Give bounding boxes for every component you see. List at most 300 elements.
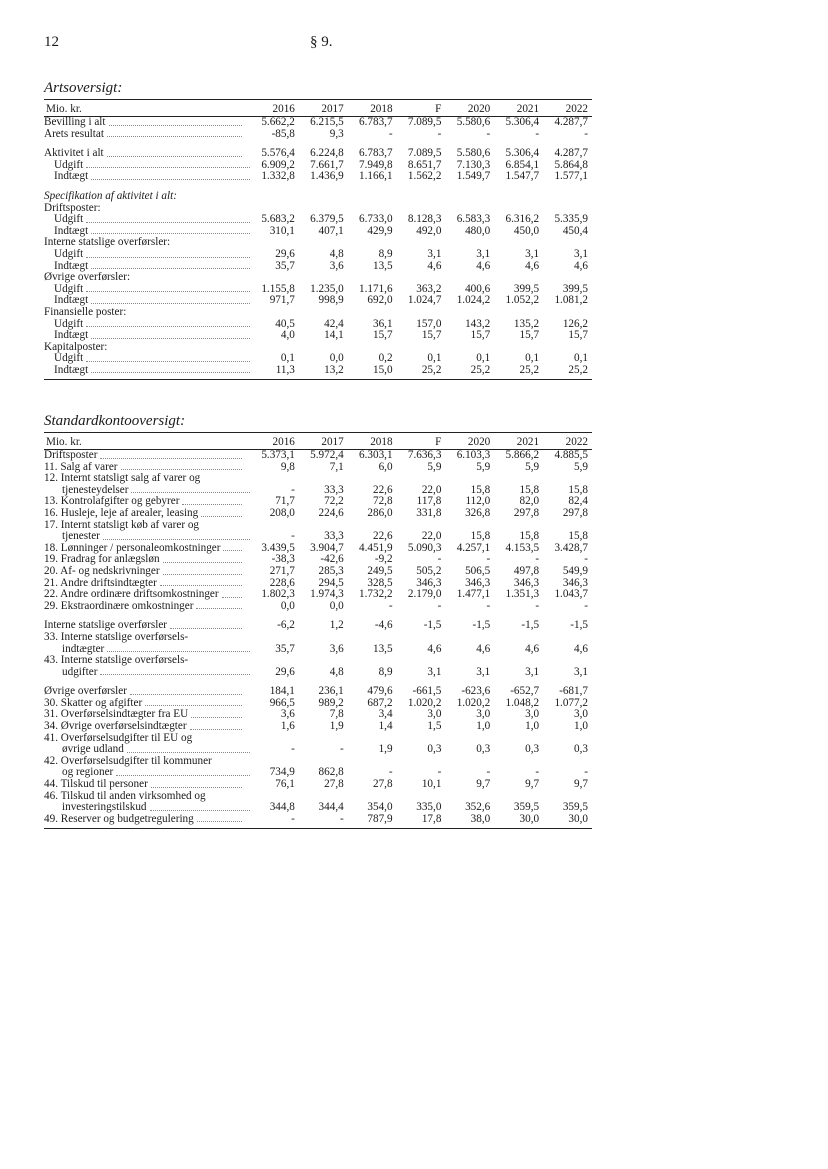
value-cell: -1,5: [570, 619, 588, 632]
value-cell: 5.580,6: [456, 116, 491, 128]
value-cell: 10,1: [421, 778, 442, 791]
value-cell: 7.949,8: [359, 158, 393, 171]
dot-leader: [223, 550, 242, 551]
row-label: 43. Interne statslige overførsels-: [44, 655, 189, 667]
value-cell: 13,2: [324, 363, 344, 376]
dot-leader: [107, 136, 242, 137]
row-label: 21. Andre driftsindtægter: [44, 577, 157, 589]
value-cell: -: [339, 743, 344, 756]
row-label: Øvrige overførsler: [44, 686, 127, 698]
value-cell: 862,8: [318, 766, 344, 779]
value-cell: 497,8: [513, 564, 540, 577]
value-cell: 1.332,8: [261, 170, 295, 183]
artsoversigt-section: [44, 80, 592, 380]
value-cell: 7.089,5: [407, 116, 442, 128]
value-cell: [250, 191, 299, 203]
value-cell: [348, 272, 397, 284]
value-cell: 480,0: [465, 224, 491, 237]
value-cell: 249,5: [367, 564, 393, 577]
row-label: 46. Tilskud til anden virksomhed og: [44, 790, 206, 802]
value-cell: -: [437, 766, 442, 779]
value-cell: [348, 191, 397, 203]
row-label: 41. Overførselsudgifter til EU og: [44, 732, 193, 744]
table-row: [44, 450, 592, 462]
value-cell: [445, 191, 494, 203]
value-cell: [445, 632, 494, 644]
row-label: udgifter: [62, 666, 98, 678]
page-number: 12: [44, 34, 59, 50]
value-cell: 3,6: [280, 708, 295, 721]
dot-leader: [121, 469, 243, 470]
value-cell: 297,8: [562, 506, 588, 519]
value-cell: 22,0: [421, 483, 442, 496]
value-cell: 354,0: [367, 801, 393, 814]
table-row: [44, 756, 592, 768]
dot-leader: [86, 257, 250, 258]
value-cell: -: [437, 553, 442, 566]
row-label: øvrige udland: [62, 744, 124, 756]
value-cell: 352,6: [465, 801, 491, 814]
dot-leader: [131, 492, 250, 493]
row-label: Driftsposter:: [44, 202, 101, 214]
row-label: Udgift: [54, 318, 84, 330]
dot-leader: [86, 222, 250, 223]
value-cell: -6,2: [277, 619, 295, 632]
value-cell: 15,8: [519, 483, 540, 496]
value-cell: 4,8: [329, 247, 344, 260]
row-label: Indtægt: [54, 225, 89, 237]
year-header: 2018: [348, 100, 397, 117]
value-cell: 5.866,2: [505, 449, 540, 461]
value-cell: 971,7: [269, 294, 295, 307]
value-cell: [348, 632, 397, 644]
value-cell: 4,6: [476, 259, 491, 272]
value-cell: 346,3: [562, 576, 588, 589]
value-cell: 1.155,8: [261, 282, 295, 295]
value-cell: -: [584, 127, 588, 140]
value-cell: 6.316,2: [505, 213, 540, 226]
section-title: Artsoversigt:: [44, 80, 123, 96]
value-cell: 1.974,3: [310, 588, 344, 601]
value-cell: 5.090,3: [407, 541, 442, 554]
value-cell: 692,0: [367, 294, 393, 307]
section-title: Standardkontooversigt:: [44, 413, 186, 429]
table-row: [44, 733, 592, 745]
value-cell: 344,8: [269, 801, 295, 814]
table-row: [44, 117, 592, 129]
value-cell: [445, 272, 494, 284]
row-label: Finansielle poster:: [44, 306, 127, 318]
value-cell: [299, 191, 348, 203]
value-cell: 27,8: [324, 778, 344, 791]
value-cell: 1,9: [378, 743, 393, 756]
value-cell: 297,8: [513, 506, 540, 519]
dot-leader: [107, 651, 250, 652]
value-cell: 208,0: [269, 506, 295, 519]
dot-leader: [201, 516, 242, 517]
value-cell: 4,6: [427, 642, 442, 655]
value-cell: -38,3: [271, 553, 295, 566]
value-cell: 1.477,1: [456, 588, 491, 601]
value-cell: 7,1: [329, 460, 344, 473]
value-cell: 14,1: [324, 329, 344, 342]
row-label: 19. Fradrag for anlægsløn: [44, 554, 160, 566]
value-cell: 22,0: [421, 530, 442, 543]
table-row: [44, 508, 592, 520]
dot-leader: [100, 458, 242, 459]
table-row: [44, 226, 592, 238]
value-cell: [543, 191, 592, 203]
value-cell: [543, 632, 592, 644]
row-label: 33. Interne statslige overførsels-: [44, 631, 189, 643]
value-cell: 38,0: [470, 812, 491, 825]
value-cell: 271,7: [269, 564, 295, 577]
value-cell: -681,7: [559, 685, 588, 698]
row-label: 44. Tilskud til personer: [44, 779, 148, 791]
row-label: 20. Af- og nedskrivninger: [44, 565, 160, 577]
value-cell: 40,5: [275, 317, 295, 330]
table-row: [44, 632, 592, 644]
value-cell: 9,3: [329, 127, 344, 140]
value-cell: 286,0: [367, 506, 393, 519]
table-row: [44, 237, 592, 249]
value-cell: 71,7: [275, 495, 295, 508]
value-cell: 9,7: [525, 778, 540, 791]
value-cell: 117,8: [416, 495, 442, 508]
value-cell: 3,6: [329, 642, 344, 655]
dot-leader: [151, 787, 242, 788]
value-cell: 3,0: [476, 708, 491, 721]
row-label: Udgift: [54, 353, 84, 365]
dot-leader: [130, 694, 242, 695]
value-cell: 11,3: [275, 363, 295, 376]
unit-label: Mio. kr.: [44, 100, 250, 117]
row-label: Udgift: [54, 214, 84, 226]
value-cell: 346,3: [416, 576, 442, 589]
value-cell: -: [388, 599, 393, 612]
dot-leader: [86, 326, 250, 327]
dot-leader: [145, 705, 242, 706]
table-row: [44, 814, 592, 826]
table-row: [44, 667, 592, 679]
value-cell: 3,1: [427, 247, 442, 260]
year-header: 2021: [494, 100, 543, 117]
value-cell: 1.020,2: [456, 696, 491, 709]
dot-leader: [197, 821, 242, 822]
value-cell: 5.335,9: [554, 213, 588, 226]
value-cell: -: [535, 599, 540, 612]
value-cell: 5.580,6: [456, 147, 491, 160]
value-cell: 285,3: [318, 564, 344, 577]
table-row: [44, 462, 592, 474]
year-header: 2016: [250, 100, 299, 117]
standardkontooversigt-table: [44, 432, 592, 829]
value-cell: 1.577,1: [554, 170, 588, 183]
table-row: [44, 330, 592, 342]
value-cell: [397, 655, 446, 667]
value-cell: 1.436,9: [310, 170, 344, 183]
value-cell: 13,5: [372, 642, 393, 655]
value-cell: [397, 272, 446, 284]
value-cell: 9,7: [574, 778, 588, 791]
value-cell: 6.224,8: [310, 147, 344, 160]
value-cell: [494, 307, 543, 319]
value-cell: 72,2: [324, 495, 344, 508]
value-cell: 5,9: [427, 460, 442, 473]
value-cell: 76,1: [275, 778, 295, 791]
dot-leader: [170, 628, 242, 629]
year-header: 2017: [299, 433, 348, 450]
value-cell: 15,7: [519, 329, 540, 342]
value-cell: [445, 307, 494, 319]
row-label: Udgift: [54, 283, 84, 295]
value-cell: 8.128,3: [407, 213, 442, 226]
value-cell: 1,0: [476, 720, 491, 733]
value-cell: 7.661,7: [310, 158, 344, 171]
value-cell: 15,7: [421, 329, 442, 342]
value-cell: 0,0: [329, 352, 344, 365]
dot-leader: [100, 674, 250, 675]
table-row: [44, 802, 592, 814]
value-cell: 42,4: [324, 317, 344, 330]
row-label: 16. Husleje, leje af arealer, leasing: [44, 507, 199, 519]
value-cell: 8,9: [378, 247, 393, 260]
year-header: 2016: [250, 433, 299, 450]
value-cell: 294,5: [318, 576, 344, 589]
row-label: 49. Reserver og budgetregulering: [44, 813, 194, 825]
row-label: 11. Salg af varer: [44, 461, 118, 473]
value-cell: 1.052,2: [505, 294, 540, 307]
value-cell: 0,3: [574, 743, 588, 756]
table-row: [44, 191, 592, 203]
table-row: [44, 295, 592, 307]
value-cell: [250, 632, 299, 644]
dot-leader: [109, 125, 243, 126]
value-cell: 1,2: [329, 619, 344, 632]
value-cell: 399,5: [513, 282, 540, 295]
value-cell: 5.306,4: [505, 116, 540, 128]
value-cell: 450,4: [562, 224, 588, 237]
year-header: 2022: [543, 433, 592, 450]
value-cell: -: [291, 530, 295, 543]
value-cell: [397, 307, 446, 319]
value-cell: 3,0: [427, 708, 442, 721]
row-label: 34. Øvrige overførselsindtægter: [44, 721, 187, 733]
value-cell: 13,5: [372, 259, 393, 272]
value-cell: 33,3: [324, 483, 344, 496]
value-cell: 0,3: [525, 743, 540, 756]
table-bottom-rule: [44, 376, 592, 380]
value-cell: 6.215,5: [310, 116, 344, 128]
value-cell: [299, 655, 348, 667]
table-row: [44, 171, 592, 183]
value-cell: 5.576,4: [261, 147, 295, 160]
value-cell: 6.733,0: [359, 213, 393, 226]
section-reference: § 9.: [310, 34, 333, 50]
value-cell: 328,5: [367, 576, 393, 589]
table-header-row: [44, 433, 592, 450]
row-label: Årets resultat: [44, 128, 104, 140]
value-cell: 4,6: [574, 642, 588, 655]
dot-leader: [86, 361, 250, 362]
value-cell: 15,8: [568, 530, 588, 543]
table-row: [44, 779, 592, 791]
year-header: F: [397, 433, 446, 450]
value-cell: -: [535, 127, 540, 140]
value-cell: 1.547,7: [505, 170, 540, 183]
value-cell: 1.732,2: [359, 588, 393, 601]
value-cell: -: [486, 766, 491, 779]
table-row: [44, 554, 592, 566]
value-cell: 4,6: [476, 642, 491, 655]
unit-label: Mio. kr.: [44, 433, 250, 450]
value-cell: 82,0: [519, 495, 540, 508]
value-cell: 5.864,8: [554, 158, 588, 171]
value-cell: -661,5: [412, 685, 442, 698]
table-row: [44, 767, 592, 779]
year-header: 2020: [445, 433, 494, 450]
value-cell: 4,6: [525, 642, 540, 655]
table-row: [44, 485, 592, 497]
dot-leader: [91, 372, 250, 373]
value-cell: [348, 655, 397, 667]
value-cell: [543, 307, 592, 319]
value-cell: 0,1: [525, 352, 540, 365]
value-cell: 22,6: [372, 483, 393, 496]
value-cell: 359,5: [562, 801, 588, 814]
value-cell: 1.562,2: [407, 170, 442, 183]
value-cell: 0,1: [280, 352, 295, 365]
value-cell: -: [584, 553, 588, 566]
artsoversigt-table: [44, 99, 592, 380]
value-cell: 7.130,3: [456, 158, 491, 171]
table-row: [44, 531, 592, 543]
value-cell: 29,6: [275, 247, 295, 260]
value-cell: 3,6: [329, 259, 344, 272]
value-cell: 734,9: [269, 766, 295, 779]
value-cell: -1,5: [423, 619, 442, 632]
value-cell: 35,7: [275, 642, 295, 655]
value-cell: 17,8: [421, 812, 442, 825]
value-cell: 143,2: [465, 317, 491, 330]
value-cell: 6.379,5: [310, 213, 344, 226]
value-cell: 1.024,7: [407, 294, 442, 307]
value-cell: [445, 655, 494, 667]
value-cell: 15,7: [470, 329, 491, 342]
value-cell: 3,1: [525, 665, 540, 678]
value-cell: 1.077,2: [554, 696, 588, 709]
row-label: Indtægt: [54, 330, 89, 342]
value-cell: [299, 272, 348, 284]
row-label: tjenesteydelser: [62, 484, 129, 496]
value-cell: 1.351,3: [505, 588, 540, 601]
value-cell: 1.024,2: [456, 294, 491, 307]
value-cell: 5,9: [476, 460, 491, 473]
row-label: Aktivitet i alt: [44, 148, 104, 160]
value-cell: [397, 191, 446, 203]
row-label: Indtægt: [54, 364, 89, 376]
year-header: 2020: [445, 100, 494, 117]
value-cell: 5.683,2: [261, 213, 295, 226]
value-cell: 15,8: [568, 483, 588, 496]
value-cell: 1,4: [378, 720, 393, 733]
value-cell: 30,0: [568, 812, 588, 825]
value-cell: 1.048,2: [505, 696, 540, 709]
dot-leader: [116, 775, 250, 776]
year-header: 2021: [494, 433, 543, 450]
value-cell: 72,8: [372, 495, 393, 508]
value-cell: 1,0: [525, 720, 540, 733]
value-cell: [348, 307, 397, 319]
table-row: [44, 249, 592, 261]
table-row: [44, 543, 592, 555]
value-cell: 966,5: [269, 696, 295, 709]
value-cell: 687,2: [367, 696, 393, 709]
value-cell: 9,7: [476, 778, 491, 791]
table-row: [44, 129, 592, 141]
value-cell: 400,6: [465, 282, 491, 295]
table-row: [44, 319, 592, 331]
value-cell: 3.428,7: [554, 541, 588, 554]
value-cell: 15,8: [470, 483, 491, 496]
value-cell: 3,1: [525, 247, 540, 260]
value-cell: 2.179,0: [407, 588, 442, 601]
value-cell: 787,9: [367, 812, 393, 825]
value-cell: 0,1: [476, 352, 491, 365]
value-cell: 0,1: [427, 352, 442, 365]
value-cell: 228,6: [269, 576, 295, 589]
year-header: F: [397, 100, 446, 117]
value-cell: 1.020,2: [407, 696, 442, 709]
value-cell: 35,7: [275, 259, 295, 272]
row-label: Specifikation af aktivitet i alt:: [44, 190, 177, 202]
value-cell: 4.451,9: [359, 541, 393, 554]
row-label: 42. Overførselsudgifter til kommuner: [44, 755, 212, 767]
value-cell: 126,2: [562, 317, 588, 330]
row-label: Udgift: [54, 248, 84, 260]
value-cell: 4.287,7: [554, 147, 588, 160]
value-cell: [494, 632, 543, 644]
value-cell: 5.306,4: [505, 147, 540, 160]
value-cell: 33,3: [324, 530, 344, 543]
value-cell: 407,1: [318, 224, 344, 237]
row-label: investeringstilskud: [62, 802, 147, 814]
value-cell: 25,2: [470, 363, 491, 376]
dot-leader: [190, 729, 242, 730]
value-cell: 4.153,5: [505, 541, 540, 554]
value-cell: [543, 272, 592, 284]
value-cell: -: [437, 127, 442, 140]
dot-leader: [107, 156, 242, 157]
value-cell: 1,6: [280, 720, 295, 733]
value-cell: 0,0: [280, 599, 295, 612]
value-cell: 989,2: [318, 696, 344, 709]
dot-leader: [160, 585, 242, 586]
dot-leader: [196, 608, 242, 609]
row-label: Indtægt: [54, 260, 89, 272]
value-cell: 492,0: [416, 224, 442, 237]
value-cell: 505,2: [416, 564, 442, 577]
dot-leader: [91, 303, 250, 304]
row-label: Indtægt: [54, 295, 89, 307]
table-row: [44, 365, 592, 377]
table-header-row: [44, 100, 592, 117]
table-row: [44, 214, 592, 226]
row-label: Bevilling i alt: [44, 116, 106, 128]
value-cell: 346,3: [513, 576, 540, 589]
value-cell: [397, 632, 446, 644]
value-cell: 15,0: [372, 363, 393, 376]
